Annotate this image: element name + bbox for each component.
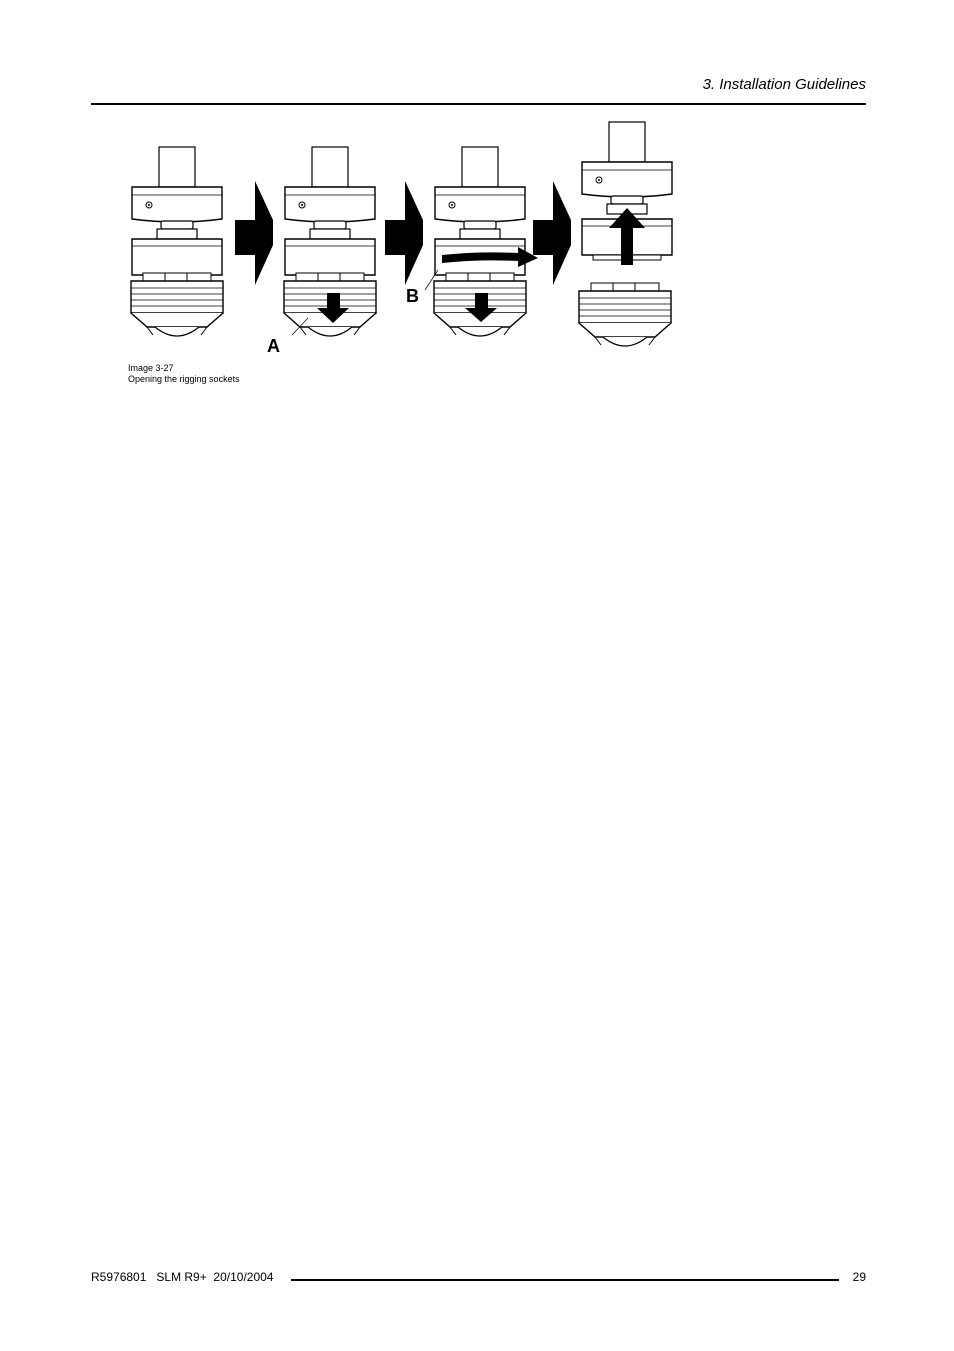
socket-step-4-separated bbox=[582, 122, 672, 265]
header-rule bbox=[91, 103, 866, 105]
caption-text: Opening the rigging sockets bbox=[128, 374, 240, 384]
caption-number: Image 3-27 bbox=[128, 363, 174, 373]
callout-b-label: B bbox=[406, 286, 419, 306]
footer-doc-id: R5976801 SLM R9+ 20/10/2004 bbox=[91, 1270, 274, 1284]
step-arrow-3 bbox=[533, 181, 571, 285]
socket-step-2 bbox=[284, 147, 376, 336]
running-header-title: 3. Installation Guidelines bbox=[702, 76, 866, 93]
footer-rule bbox=[291, 1279, 839, 1281]
step-arrow-2 bbox=[385, 181, 423, 285]
figure-caption bbox=[128, 363, 240, 385]
socket-step-4-base bbox=[579, 283, 671, 346]
rigging-socket-illustration bbox=[120, 115, 690, 360]
socket-step-1 bbox=[131, 147, 223, 336]
step-arrow-1 bbox=[235, 181, 273, 285]
socket-step-3 bbox=[434, 147, 538, 336]
callout-a-label: A bbox=[267, 336, 280, 356]
page-number: 29 bbox=[852, 1270, 866, 1284]
